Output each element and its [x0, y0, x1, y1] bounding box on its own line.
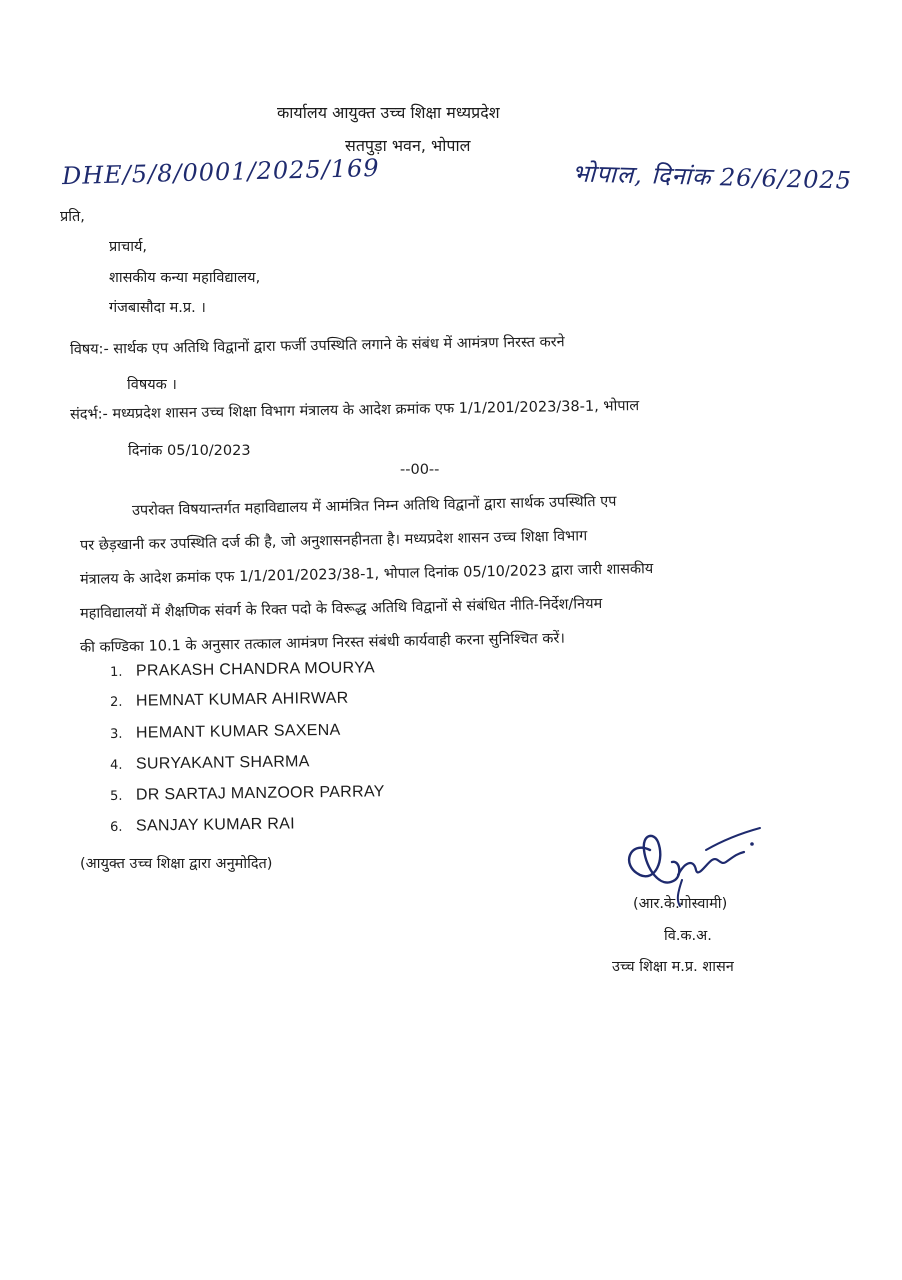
- list-item: [110, 721, 341, 743]
- guest-scholar-name: PRAKASH CHANDRA MOURYA: [135, 659, 376, 680]
- guest-scholar-name: HEMNAT KUMAR AHIRWAR: [135, 689, 349, 710]
- list-number: 6.: [109, 819, 123, 835]
- guest-scholar-name: SANJAY KUMAR RAI: [135, 815, 296, 835]
- paragraph-line-4: महाविद्यालयों में शैक्षणिक संवर्ग के रिक्त पदो के विरूद्ध अतिथि विद्वानों से संबंधित नीति-निर्देश/नियम: [79, 595, 603, 622]
- paragraph-line-3: मंत्रालय के आदेश क्रमांक एफ 1/1/201/2023/38-1, भोपाल दिनांक 05/10/2023 द्वारा जारी शासकीय: [79, 560, 654, 588]
- list-number: 4.: [109, 757, 123, 773]
- list-item: [110, 752, 310, 774]
- list-number: 2.: [109, 694, 123, 710]
- guest-scholar-name: DR SARTAJ MANZOOR PARRAY: [135, 783, 385, 804]
- separator: --00--: [400, 462, 440, 478]
- list-number: 3.: [109, 726, 123, 742]
- list-number: 1.: [109, 664, 123, 680]
- place-date: भोपाल, दिनांक 26/6/2025: [571, 159, 853, 195]
- paragraph-line-1: उपरोक्त विषयान्तर्गत महाविद्यालय में आमंत्रित निम्न अतिथि विद्वानों द्वारा सार्थक उपस्थिति एप: [131, 493, 617, 519]
- signatory-designation: वि.क.अ.: [664, 928, 712, 944]
- list-item: [110, 658, 375, 681]
- list-item: [110, 689, 349, 711]
- addressee-line-1: प्राचार्य,: [109, 239, 147, 255]
- guest-scholar-name: SURYAKANT SHARMA: [135, 753, 310, 773]
- guest-scholar-name: HEMANT KUMAR SAXENA: [135, 721, 341, 742]
- reference-number: DHE/5/8/0001/2025/169: [61, 153, 380, 191]
- subject-line-1: विषय:- सार्थक एप अतिथि विद्वानों द्वारा फर्जी उपस्थिति लगाने के संबंध में आमंत्रण निरस्त करने: [69, 334, 565, 358]
- subject-line-2: विषयक ।: [127, 377, 177, 393]
- paragraph-line-2: पर छेड़खानी कर उपस्थिति दर्ज की है, जो अनुशासनहीनता है। मध्यप्रदेश शासन उच्च शिक्षा विभाग: [79, 528, 588, 554]
- signatory-name: (आर.के.गोस्वामी): [633, 896, 728, 912]
- reference-line-2: दिनांक 05/10/2023: [128, 443, 251, 459]
- office-title: कार्यालय आयुक्त उच्च शिक्षा मध्यप्रदेश: [277, 103, 500, 122]
- office-address: सतपुड़ा भवन, भोपाल: [345, 136, 471, 155]
- approval-note: (आयुक्त उच्च शिक्षा द्वारा अनुमोदित): [80, 856, 273, 872]
- addressee-line-2: शासकीय कन्या महाविद्यालय,: [109, 270, 261, 286]
- addressee-to: प्रति,: [60, 209, 85, 225]
- signatory-department: उच्च शिक्षा म.प्र. शासन: [612, 959, 734, 975]
- list-item: [110, 782, 385, 805]
- paragraph-line-5: की कण्डिका 10.1 के अनुसार तत्काल आमंत्रण निरस्त संबंधी कार्यवाही करना सुनिश्चित करें।: [79, 630, 566, 656]
- reference-line-1: संदर्भ:- मध्यप्रदेश शासन उच्च शिक्षा विभाग मंत्रालय के आदेश क्रमांक एफ 1/1/201/2023/38-1, भोपाल: [69, 398, 640, 423]
- addressee-line-3: गंजबासौदा म.प्र. ।: [109, 300, 206, 316]
- list-number: 5.: [109, 788, 123, 804]
- list-item: [110, 814, 295, 836]
